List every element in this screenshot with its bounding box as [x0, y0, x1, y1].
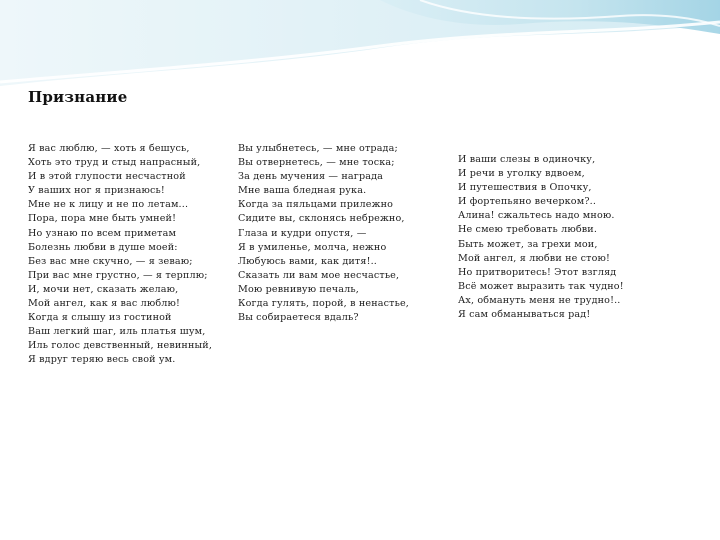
poem-line: Быть может, за грехи мои, [458, 238, 598, 250]
poem-line: Иль голос девственный, невинный, [28, 340, 213, 352]
poem-line: Без вас мне скучно, — я зеваю; [28, 255, 193, 267]
poem-line: И ваши слезы в одиночку, [458, 154, 596, 165]
poem-title: Признание [28, 88, 128, 106]
poem-line: Ваш легкий шаг, иль платья шум, [28, 326, 206, 338]
poem-line: Не смею требовать любви. [458, 224, 598, 236]
poem-line: Когда за пяльцами прилежно [238, 199, 394, 211]
poem-line: И речи в уголку вдвоем, [458, 168, 585, 180]
poem-line: Мне не к лицу и не по летам... [28, 199, 189, 211]
poem-line: Вы отвернетесь, — мне тоска; [238, 157, 395, 169]
poem-column-3 [458, 153, 624, 322]
poem-column-1 [28, 142, 212, 368]
poem-line: За день мучения — награда [238, 171, 384, 183]
poem-line: И в этой глупости несчастной [28, 171, 186, 183]
poem-line: Мне ваша бледная рука. [238, 185, 367, 197]
poem-line: Я сам обманываться рад! [458, 309, 591, 321]
poem-line: Глаза и кудри опустя, — [238, 227, 367, 239]
poem-line: При вас мне грустно, — я терплю; [28, 269, 208, 281]
poem-line: Болезнь любви в душе моей: [28, 241, 178, 253]
poem-line: Когда гулять, порой, в ненастье, [238, 298, 409, 310]
poem-line: Хоть это труд и стыд напрасный, [28, 157, 201, 169]
poem-line: Мой ангел, как я вас люблю! [28, 298, 181, 310]
poem-line: Мою ревнивую печаль, [238, 283, 359, 295]
poem-line: Ах, обмануть меня не трудно!.. [458, 294, 621, 306]
poem-line: Любуюсь вами, как дитя!.. [238, 255, 377, 267]
poem-line: Алина! сжальтесь надо мною. [458, 210, 615, 222]
poem-line: И путешествия в Опочку, [458, 182, 592, 194]
poem-line: Сидите вы, склонясь небрежно, [238, 213, 405, 225]
poem-line: Когда я слышу из гостиной [28, 312, 172, 324]
poem-column-2 [238, 142, 409, 325]
poem-line: Всё может выразить так чудно! [458, 280, 624, 292]
poem-line: Я вдруг теряю весь свой ум. [28, 354, 176, 366]
poem-line: Но узнаю по всем приметам [28, 227, 177, 239]
poem-line: И, мочи нет, сказать желаю, [28, 283, 179, 295]
poem-line: И фортепьяно вечерком?.. [458, 196, 597, 208]
poem-line: Я вас люблю, — хоть я бешусь, [28, 143, 190, 154]
poem-line: У ваших ног я признаюсь! [28, 185, 165, 197]
poem-line: Сказать ли вам мое несчастье, [238, 269, 400, 281]
poem-line: Вы улыбнетесь, — мне отрада; [238, 143, 398, 154]
poem-line: Мой ангел, я любви не стою! [458, 252, 611, 264]
poem-line: Вы собираетеся вдаль? [238, 312, 359, 324]
poem-line: Пора, пора мне быть умней! [28, 213, 177, 225]
poem-line: Но притворитесь! Этот взгляд [458, 266, 617, 278]
poem-line: Я в умиленье, молча, нежно [238, 241, 387, 253]
